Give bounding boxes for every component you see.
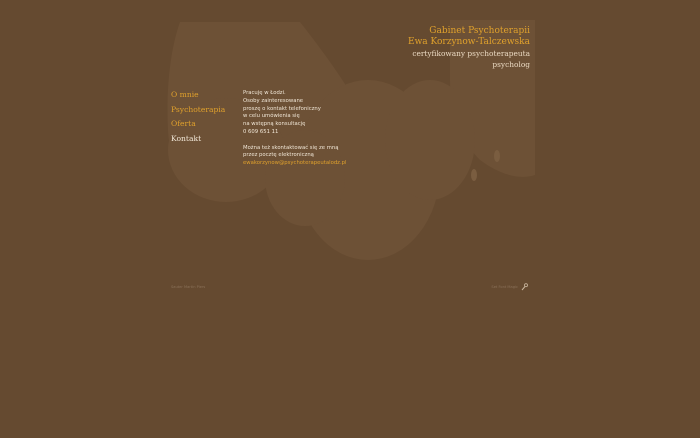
brand-title-line1: Gabinet Psychoterapii [429,26,530,36]
content-line: przez pocztę elektroniczną [243,152,314,159]
main-nav [171,89,225,147]
content-line: w celu umówienia się [243,113,300,120]
phone-number: 0 609 651 11 [243,128,279,135]
nav-item-psychoterapia[interactable]: Psychoterapia [171,104,226,114]
content-line: Osoby zainteresowane [243,97,304,104]
footer-credit-left[interactable]: Sauter Martin Piers [171,285,206,289]
footer-right-label: Set Font Magic [491,285,518,289]
spacer [243,137,383,145]
wrench-icon [521,283,528,291]
email-link[interactable]: ewakorzynow@psychoterapeutalodz.pl [243,160,347,167]
content-line: proszę o kontakt telefoniczny [243,105,321,112]
nav-item-oferta[interactable]: Oferta [171,119,196,128]
brand-subtitle-line1: certyfikowany psychoterapeuta [412,49,530,58]
footer-credit-right[interactable] [491,283,528,291]
content-line: Pracuję w Łodzi. [243,90,286,96]
content-line: na wstępną konsultację [243,121,306,128]
brand-header [408,26,530,70]
contact-content [243,90,383,168]
brand-title-line2: Ewa Korzynow-Talczewska [408,37,530,47]
brand-subtitle-line2: psycholog [492,60,530,69]
content-line: Można też skontaktować się ze mną [243,144,339,151]
nav-item-kontakt[interactable]: Kontakt [171,133,202,143]
nav-item-o-mnie[interactable]: O mnie [171,90,199,99]
